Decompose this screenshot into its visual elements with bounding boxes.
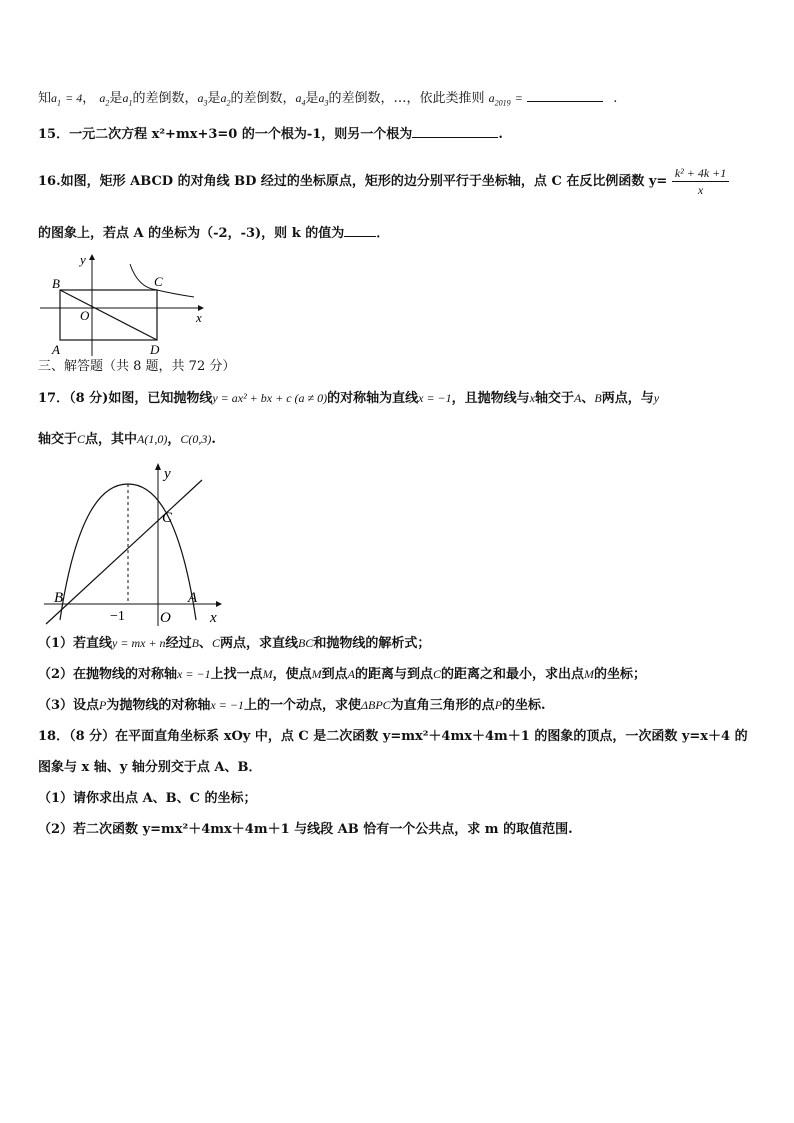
q17-line2: 轴交于C点，其中A(1,0)，C(0,3). xyxy=(38,432,216,447)
q14-a2019: $a_{2019}$ xyxy=(488,91,511,108)
q17-label-o: O xyxy=(160,610,171,626)
q16-fraction: $\frac{\text{k² + 4k +1}}{x}$ xyxy=(672,165,729,198)
q14-a2: $a_2$ xyxy=(99,91,110,108)
q17-label-x: x xyxy=(210,610,217,626)
q17-line-bc xyxy=(46,480,202,624)
q17-line1: 17．（8 分)如图，已知抛物线y = ax² + bx + c (a ≠ 0)的对称轴为直线x = −1，且抛物线与x轴交于A、B两点，与y xyxy=(38,391,660,406)
q17-parabola-eq: y = ax² + bx + c (a ≠ 0) xyxy=(212,391,328,405)
q16-line1 xyxy=(38,164,729,200)
q16-label-a: A xyxy=(52,342,60,357)
q16-label-d: D xyxy=(150,342,160,357)
q18-line2: 图象与 x 轴、y 轴分别交于点 A、B． xyxy=(38,760,262,775)
q17-sub1: （1）若直线y = mx + n经过B、C两点，求直线BC和抛物线的解析式； xyxy=(38,636,431,651)
section-3-heading: 三、解答题（共 8 题，共 72 分） xyxy=(38,359,236,374)
q18-line1: 18．（8 分）在平面直角坐标系 xOy 中，点 C 是二次函数 y=mx²＋4mx＋4m＋1 的图象的顶点，一次函数 y=x＋4 的 xyxy=(38,729,748,744)
q16-label-x: x xyxy=(196,310,202,325)
q16-label-o: O xyxy=(80,308,90,323)
q15-text: 15．一元二次方程 x²+mx+3=0 的一个根为-1，则另一个根为 xyxy=(38,127,413,142)
q16-line2: 的图象上，若点 A 的坐标为（-2，-3)，则 k 的值为 ． xyxy=(38,226,390,241)
q17-sub2: （2）在抛物线的对称轴x = −1上找一点M，使点M到点A的距离与到点C的距离之和最小，求出点M的坐标； xyxy=(38,667,647,682)
q14-zhi: 知 xyxy=(38,91,52,106)
q16-text2: 的图象上，若点 A 的坐标为（-2，-3)，则 k 的值为 xyxy=(38,226,345,241)
q16-figure xyxy=(38,252,208,358)
q15-line: 15．一元二次方程 x²+mx+3=0 的一个根为-1，则另一个根为 . xyxy=(38,127,503,142)
q16-label-c: C xyxy=(154,274,163,289)
q17-figure xyxy=(38,460,238,630)
q17-label-neg1: −1 xyxy=(110,609,125,624)
q16-answer-blank[interactable] xyxy=(344,224,376,237)
q17-label-b: B xyxy=(54,590,64,606)
q18-sub1: （1）请你求出点 A、B、C 的坐标； xyxy=(38,791,257,806)
q17-sub3: （3）设点P为抛物线的对称轴x = −1上的一个动点，求使ΔBPC为直角三角形的点P的坐标. xyxy=(38,698,546,713)
q16-label-y: y xyxy=(80,252,86,267)
q17-y-arrow xyxy=(155,463,161,470)
q16-label-b: B xyxy=(52,276,60,291)
q17-label-y: y xyxy=(164,466,171,482)
q18-sub2: （2）若二次函数 y=mx²＋4mx＋4m＋1 与线段 AB 恰有一个公共点，求 m 的取值范围. xyxy=(38,822,573,837)
q15-answer-blank[interactable] xyxy=(412,125,498,138)
q16-text1: 16.如图，矩形 ABCD 的对角线 BD 经过的坐标原点，矩形的边分别平行于坐标轴，点 C 在反比例函数 y= xyxy=(38,174,668,189)
q17-label-a: A xyxy=(188,590,198,606)
q16-diagonal-bd xyxy=(60,290,157,340)
q17-label-c: C xyxy=(162,510,173,526)
q14-a1: $a_1$ xyxy=(51,91,62,108)
q14-answer-blank[interactable] xyxy=(527,89,603,102)
q14-line: 知$a_1 = 4$， $a_2$是$a_1$的差倒数，$a_3$是$a_2$的差倒数，$a_4$是$a_3$的差倒数，…，依此类推则 $a_{2019}$ = . xyxy=(38,91,618,108)
q17-x-arrow xyxy=(216,601,222,607)
q16-y-arrow xyxy=(89,254,95,260)
q14-a1-eq: = 4 xyxy=(65,91,83,105)
